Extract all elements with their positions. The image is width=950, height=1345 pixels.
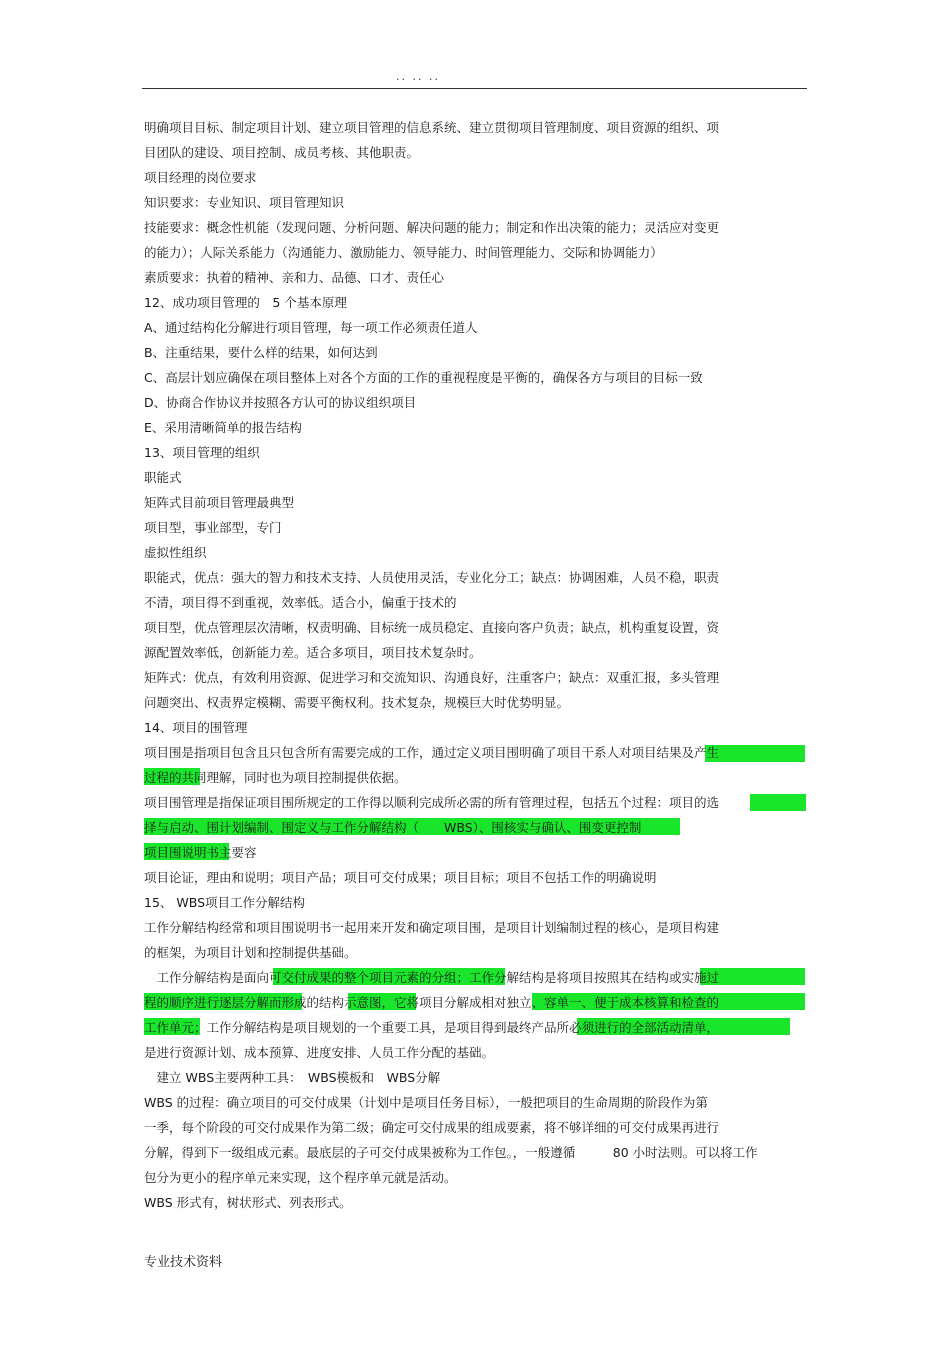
text-line: 的能力）；人际关系能力（沟通能力、激励能力、领导能力、时间管理能力、交际和协调能力） [144,245,663,260]
section-heading: 15、 WBS项目工作分解结构 [144,895,306,910]
text-line: 项目型，优点管理层次清晰，权责明确、目标统一成员稳定、直接向客户负责；缺点，机构重复设置，资 [144,620,720,635]
text-line: 包分为更小的程序单元来实现，这个程序单元就是活动。 [144,1170,457,1185]
text-line: 矩阵式：优点，有效利用资源、促进学习和交流知识、沟通良好，注重客户；缺点：双重汇报，多头管理 [144,670,720,685]
text-line: 项目型，事业部型，专门 [144,520,282,535]
text-line: 过程的共同理解，同时也为项目控制提供依据。 [144,770,407,785]
text-line: WBS 的过程：确立项目的可交付成果（计划中是项目任务目标），一般把项目的生命周期的阶段作为第 [144,1095,708,1110]
text-line: 问题突出、权责界定模糊、需要平衡权利。技术复杂，规模巨大时优势明显。 [144,695,570,710]
text-line: 择与启动、围计划编制、围定义与工作分解结构（ WBS）、围核实与确认、围变更控制 [144,820,642,835]
highlight-mark [705,745,805,762]
text-line: 虚拟性组织 [144,545,207,560]
text-line: 工作分解结构经常和项目围说明书一起用来开发和确定项目围，是项目计划编制过程的核心，是项目构建 [144,920,720,935]
text-line: 素质要求：执着的精神、亲和力、品德、口才、责任心 [144,270,445,285]
section-heading: 12、成功项目管理的 5 个基本原理 [144,295,347,310]
text-line: 不清，项目得不到重视，效率低。适合小，偏重于技术的 [144,595,457,610]
text-line: WBS 形式有，树状形式、列表形式。 [144,1195,352,1210]
list-item: E、采用清晰简单的报告结构 [144,420,302,435]
list-item: C、高层计划应确保在项目整体上对各个方面的工作的重视程度是平衡的，确保各方与项目的目标一致 [144,370,703,385]
section-heading: 13、项目管理的组织 [144,445,260,460]
text-line: 是进行资源计划、成本预算、进度安排、人员工作分配的基础。 [144,1045,495,1060]
text-line: 明确项目目标、制定项目计划、建立项目管理的信息系统、建立贯彻项目管理制度、项目资源的组织、项 [144,120,720,135]
header-rule [142,88,807,89]
text-line: 知识要求：专业知识、项目管理知识 [144,195,345,210]
text-line: 职能式，优点：强大的智力和技术支持、人员使用灵活，专业化分工；缺点：协调困难，人员不稳，职责 [144,570,720,585]
text-line: 职能式 [144,470,182,485]
section-heading: 14、项目的围管理 [144,720,248,735]
text-line: 程的顺序进行逐层分解而形成的结构示意图，它将项目分解成相对独立、容单一、便于成本核算和检查的 [144,995,720,1010]
text-line: 项目论证，理由和说明；项目产品；项目可交付成果；项目目标；项目不包括工作的明确说明 [144,870,657,885]
text-line: 项目围管理是指保证项目围所规定的工作得以顺利完成所必需的所有管理过程，包括五个过程：项目的选 [144,795,720,810]
header-dots: .. .. .. [396,70,440,83]
text-line: 的框架，为项目计划和控制提供基础。 [144,945,357,960]
text-line: 分解，得到下一级组成元素。最底层的子可交付成果被称为工作包。，一般遵循 80 小时法则。可以将工作 [144,1145,758,1160]
text-line: 工作单元；工作分解结构是项目规划的一个重要工具，是项目得到最终产品所必须进行的全部活动清单， [144,1020,720,1035]
text-line: 建立 WBS主要两种工具： WBS模板和 WBS分解 [144,1070,441,1085]
highlight-mark [750,794,806,811]
list-item: B、注重结果，要什么样的结果，如何达到 [144,345,378,360]
text-line: 技能要求：概念性机能（发现问题、分析问题、解决问题的能力；制定和作出决策的能力；灵活应对变更 [144,220,720,235]
list-item: D、协商合作协议并按照各方认可的协议组织项目 [144,395,417,410]
text-line: 项目围说明书主要容 [144,845,257,860]
text-line: 一季，每个阶段的可交付成果作为第二级；确定可交付成果的组成要素，将不够详细的可交付成果再进行 [144,1120,720,1135]
list-item: A、通过结构化分解进行项目管理，每一项工作必须责任道人 [144,320,478,335]
text-line: 矩阵式目前项目管理最典型 [144,495,295,510]
page-footer: 专业技术资料 [144,1255,223,1270]
text-line: 项目围是指项目包含且只包含所有需要完成的工作，通过定义项目围明确了项目干系人对项目结果及产生 [144,745,720,760]
text-line: 源配置效率低，创新能力差。适合多项目，项目技术复杂时。 [144,645,482,660]
text-line: 工作分解结构是面向可交付成果的整个项目元素的分组；工作分解结构是将项目按照其在结构或实施过 [144,970,720,985]
text-line: 目团队的建设、项目控制、成员考核、其他职责。 [144,145,420,160]
section-heading: 项目经理的岗位要求 [144,170,257,185]
